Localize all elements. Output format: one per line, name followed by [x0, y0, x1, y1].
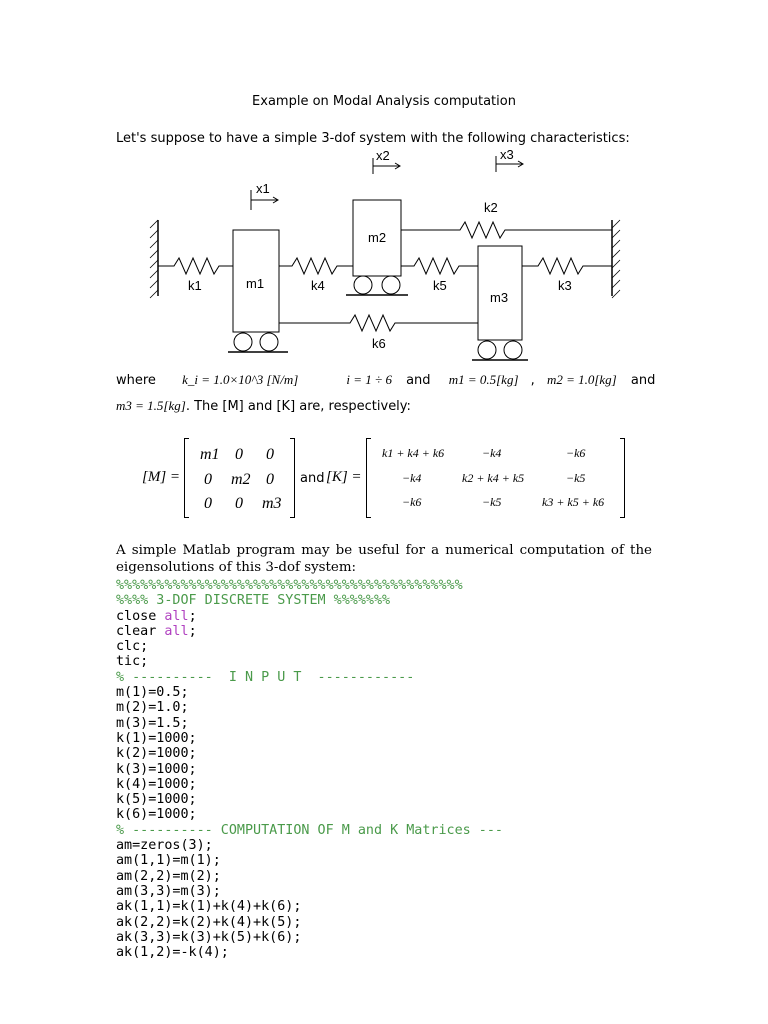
code-line: % ---------- COMPUTATION OF M and K Matrices --- — [116, 822, 503, 838]
label-k5: k5 — [433, 278, 447, 293]
label-x1: x1 — [256, 181, 270, 196]
m-cell: m2 — [231, 471, 251, 488]
label-x2: x2 — [376, 150, 390, 163]
k-cell: −k6 — [402, 495, 422, 509]
m3-definition: m3 = 1.5[kg] — [116, 398, 186, 413]
code-line: am(2,2)=m(2); — [116, 868, 221, 884]
second-line — [116, 398, 411, 414]
m-cell: 0 — [204, 495, 212, 512]
code-line: k(1)=1000; — [116, 730, 197, 746]
label-m1: m1 — [246, 276, 265, 291]
m-cell: 0 — [266, 446, 274, 463]
k-cell: −k4 — [482, 446, 502, 460]
m-cell: 0 — [204, 471, 212, 488]
m-cell: 0 — [235, 446, 243, 463]
matlab-intro-paragraph: A simple Matlab program may be useful for a numerical computation of the eigensolutions of this 3-dof system: — [116, 543, 652, 575]
code-line: clc; — [116, 639, 149, 655]
m1-definition: m1 = 0.5[kg] — [448, 372, 519, 387]
label-k1: k1 — [188, 278, 202, 293]
i-definition: i = 1 ÷ 6 — [346, 372, 392, 387]
where-word: where — [116, 373, 156, 388]
label-k3: k3 — [558, 278, 572, 293]
m-cell: 0 — [266, 471, 274, 488]
m-cell: 0 — [235, 495, 243, 512]
code-line: k(3)=1000; — [116, 761, 197, 777]
k-cell: −k5 — [482, 495, 502, 509]
intro-text: Let's suppose to have a simple 3-dof system with the following characteristics: — [116, 131, 630, 146]
matlab-code-block — [116, 578, 503, 960]
code-line: k(4)=1000; — [116, 776, 197, 792]
label-k2: k2 — [484, 200, 498, 215]
code-line: am(1,1)=m(1); — [116, 853, 221, 869]
label-x3: x3 — [500, 150, 514, 162]
m2-definition: m2 = 1.0[kg] — [546, 372, 617, 387]
m-cell: m1 — [200, 446, 220, 463]
spring-mass-diagram — [130, 150, 630, 370]
comma: , — [530, 373, 535, 388]
code-line: tic; — [116, 654, 149, 670]
code-line: clear all; — [116, 623, 197, 639]
stiffness-matrix — [326, 438, 628, 518]
page-title: Example on Modal Analysis computation — [252, 94, 516, 109]
matrices-and-word: and — [300, 471, 325, 486]
k-definition: k_i = 1.0×10^3 [N/m] — [182, 372, 299, 387]
code-line: ak(3,3)=k(3)+k(5)+k(6); — [116, 929, 302, 945]
label-m3: m3 — [490, 290, 509, 305]
k-cell: −k6 — [566, 446, 586, 460]
mass-matrix — [142, 438, 298, 518]
code-line: k(6)=1000; — [116, 807, 197, 823]
code-line: close all; — [116, 608, 197, 624]
where-line — [116, 372, 655, 388]
label-k6: k6 — [372, 336, 386, 351]
code-line: am=zeros(3); — [116, 838, 213, 854]
code-line: am(3,3)=m(3); — [116, 883, 221, 899]
k-cell: k1 + k4 + k6 — [382, 446, 445, 460]
m-cell: m3 — [262, 495, 282, 512]
mass-matrix-label: [M] = — [142, 469, 181, 485]
code-line: ak(1,2)=-k(4); — [116, 945, 229, 961]
stiffness-matrix-label: [K] = — [326, 469, 362, 485]
k-cell: k2 + k4 + k5 — [462, 471, 525, 485]
k-cell: k3 + k5 + k6 — [542, 495, 605, 509]
label-k4: k4 — [311, 278, 325, 293]
code-line: %%%%%%%%%%%%%%%%%%%%%%%%%%%%%%%%%%%%%%%%%%% — [116, 578, 463, 593]
code-line: k(2)=1000; — [116, 746, 197, 762]
code-line: ak(2,2)=k(2)+k(4)+k(5); — [116, 914, 302, 930]
matrices-intro: . The [M] and [K] are, respectively: — [185, 399, 411, 414]
k-cell: −k4 — [402, 471, 422, 485]
code-line: %%%% 3-DOF DISCRETE SYSTEM %%%%%%% — [116, 593, 391, 609]
and-word-1: and — [406, 373, 431, 388]
code-line: % ---------- I N P U T ------------ — [116, 669, 415, 685]
code-line: ak(1,1)=k(1)+k(4)+k(6); — [116, 899, 302, 915]
label-m2: m2 — [368, 230, 387, 245]
code-line: m(2)=1.0; — [116, 700, 189, 716]
code-line: m(3)=1.5; — [116, 715, 189, 731]
k-cell: −k5 — [566, 471, 586, 485]
code-line: k(5)=1000; — [116, 792, 197, 808]
and-word-2: and — [630, 373, 656, 388]
code-line: m(1)=0.5; — [116, 685, 189, 701]
